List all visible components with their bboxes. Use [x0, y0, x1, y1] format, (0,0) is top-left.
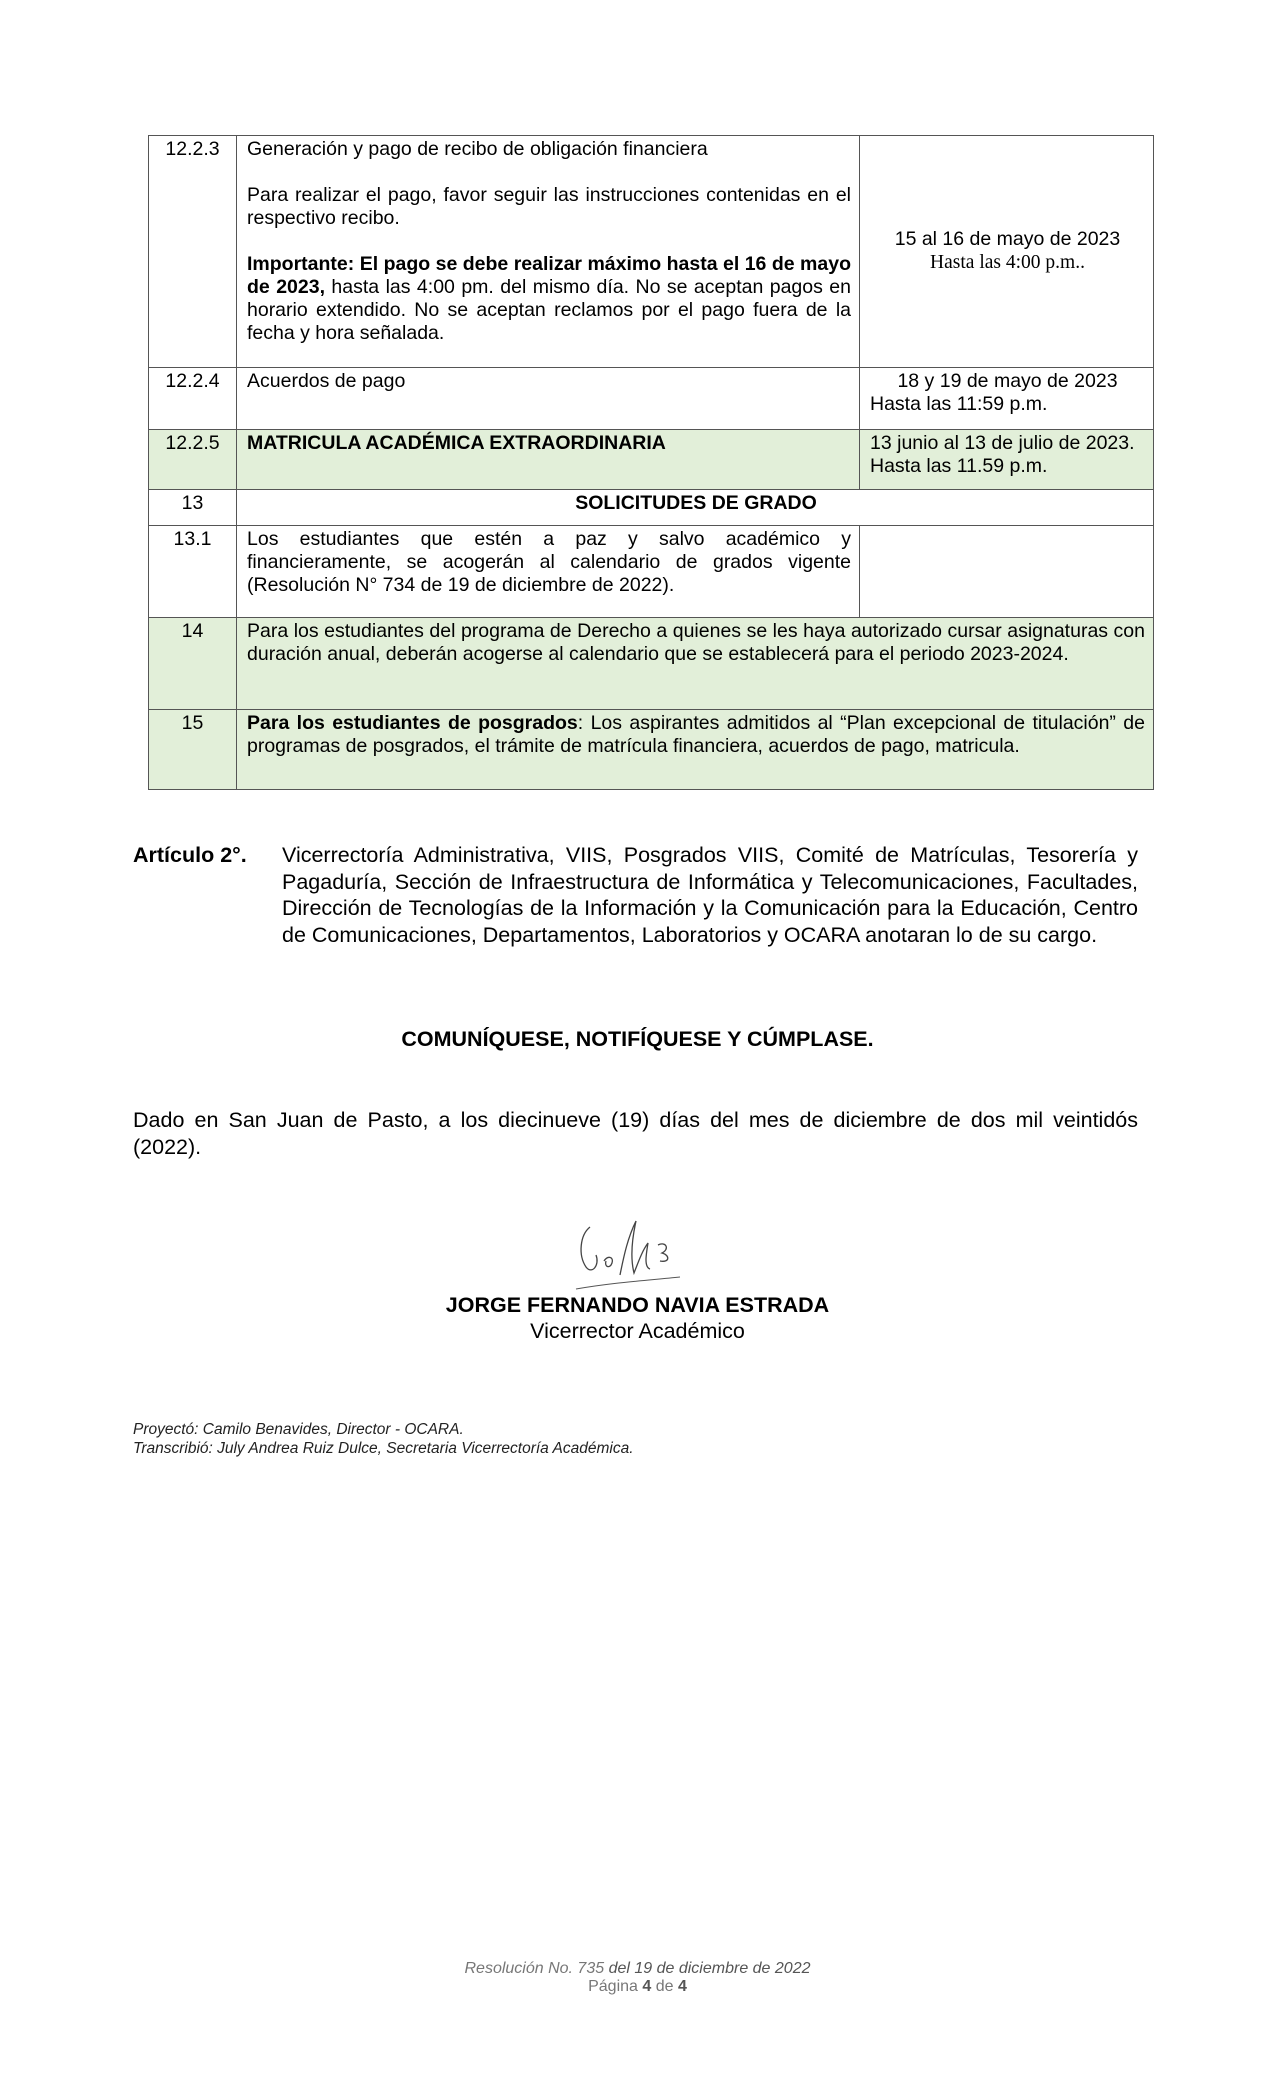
transcribed-note: Transcribió: July Andrea Ruiz Dulce, Secretaria Vicerrectoría Académica. [133, 1440, 634, 1457]
row-description: MATRICULA ACADÉMICA EXTRAORDINARIA [237, 430, 860, 490]
important-bold-text: Importante: El pago se debe realizar máximo hasta el 16 de mayo de 2023, [247, 253, 851, 298]
signer-title: Vicerrector Académico [530, 1319, 745, 1343]
projected-note: Proyectó: Camilo Benavides, Director - OCARA. [133, 1421, 464, 1438]
row-important [247, 253, 851, 345]
table-row [149, 136, 1154, 368]
row-date [860, 368, 1154, 430]
date-time-line: Hasta las 11:59 p.m. [870, 393, 1048, 415]
given-statement: Dado en San Juan de Pasto, a los diecinueve (19) días del mes de diciembre de dos mil veintidós (2022). [133, 1108, 1138, 1159]
closing-statement: COMUNÍQUESE, NOTIFÍQUESE Y CÚMPLASE. [401, 1027, 874, 1051]
row-description [237, 136, 860, 368]
row-number: 12.2.5 [149, 430, 237, 490]
section-heading: SOLICITUDES DE GRADO [237, 490, 1154, 526]
date-line: 13 junio al 13 de julio de 2023. [870, 432, 1135, 454]
footer-page-total: 4 [677, 1978, 687, 1995]
date-time-line: Hasta las 4:00 p.m.. [930, 251, 1085, 273]
footer-resolution-number: Resolución No. 735 [464, 1960, 605, 1977]
article-text: Vicerrectoría Administrativa, VIIS, Posgrados VIIS, Comité de Matrículas, Tesorería y Pagaduría, Sección de Infraestructura de Informática y Telecomunicaciones, Facultades, Dirección de Tecnologías de la Información y la Comunicación para la Educación, Centro de Comunicaciones, Departamentos, Laboratorios y OCARA anotaran lo de su cargo. [282, 843, 1138, 947]
date-time-line: Hasta las 11.59 p.m. [870, 455, 1048, 477]
footer-page-current: 4 [642, 1978, 652, 1995]
article-2 [133, 842, 1138, 948]
row-date [860, 136, 1154, 368]
row-number: 12.2.4 [149, 368, 237, 430]
row-title: Generación y pago de recibo de obligación financiera [247, 138, 708, 160]
signer-name: JORGE FERNANDO NAVIA ESTRADA [445, 1293, 830, 1317]
page-footer [0, 1960, 1275, 1996]
row-number: 13.1 [149, 526, 237, 618]
footer-page-of: de [651, 1978, 678, 1995]
footer-page-word: Página [588, 1978, 643, 1995]
table-row [149, 490, 1154, 526]
table-row [149, 526, 1154, 618]
footer-resolution [0, 1960, 1275, 1978]
drafting-notes [133, 1420, 634, 1458]
posgrados-rest-text: : Los aspirantes admitidos al “Plan excepcional de titulación” de programas de posgrados, el trámite de matrícula financiera, acuerdos de pago, matricula. [247, 712, 1145, 757]
footer-page-number [0, 1978, 1275, 1996]
row-description: Acuerdos de pago [237, 368, 860, 430]
row-number: 14 [149, 618, 237, 710]
table-row [149, 710, 1154, 790]
signer-block [0, 1292, 1275, 1344]
row-date [860, 526, 1154, 618]
table-row [149, 368, 1154, 430]
table-row [149, 430, 1154, 490]
signature-image [570, 1215, 710, 1295]
row-date [860, 430, 1154, 490]
row-description: Los estudiantes que estén a paz y salvo académico y financieramente, se acogerán al calendario de grados vigente (Resolución N° 734 de 19 de diciembre de 2022). [237, 526, 860, 618]
posgrados-bold-text: Para los estudiantes de posgrados [247, 712, 578, 734]
footer-resolution-date: del 19 de diciembre de 2022 [604, 1960, 811, 1977]
row-description [237, 710, 1154, 790]
table-row [149, 618, 1154, 710]
row-paragraph: Para realizar el pago, favor seguir las instrucciones contenidas en el respectivo recibo. [247, 184, 851, 229]
article-label: Artículo 2°. [133, 843, 247, 867]
important-rest-text: hasta las 4:00 pm. del mismo día. No se aceptan pagos en horario extendido. No se aceptan reclamos por el pago fuera de la fecha y hora señalada. [247, 276, 851, 344]
row-number: 15 [149, 710, 237, 790]
row-number: 12.2.3 [149, 136, 237, 368]
date-line: 18 y 19 de mayo de 2023 [897, 370, 1118, 392]
row-description: Para los estudiantes del programa de Derecho a quienes se les haya autorizado cursar asignaturas con duración anual, deberán acogerse al calendario que se establecerá para el periodo 2023-2024. [237, 618, 1154, 710]
date-line: 15 al 16 de mayo de 2023 [894, 227, 1121, 250]
calendar-table [148, 135, 1154, 790]
row-number: 13 [149, 490, 237, 526]
